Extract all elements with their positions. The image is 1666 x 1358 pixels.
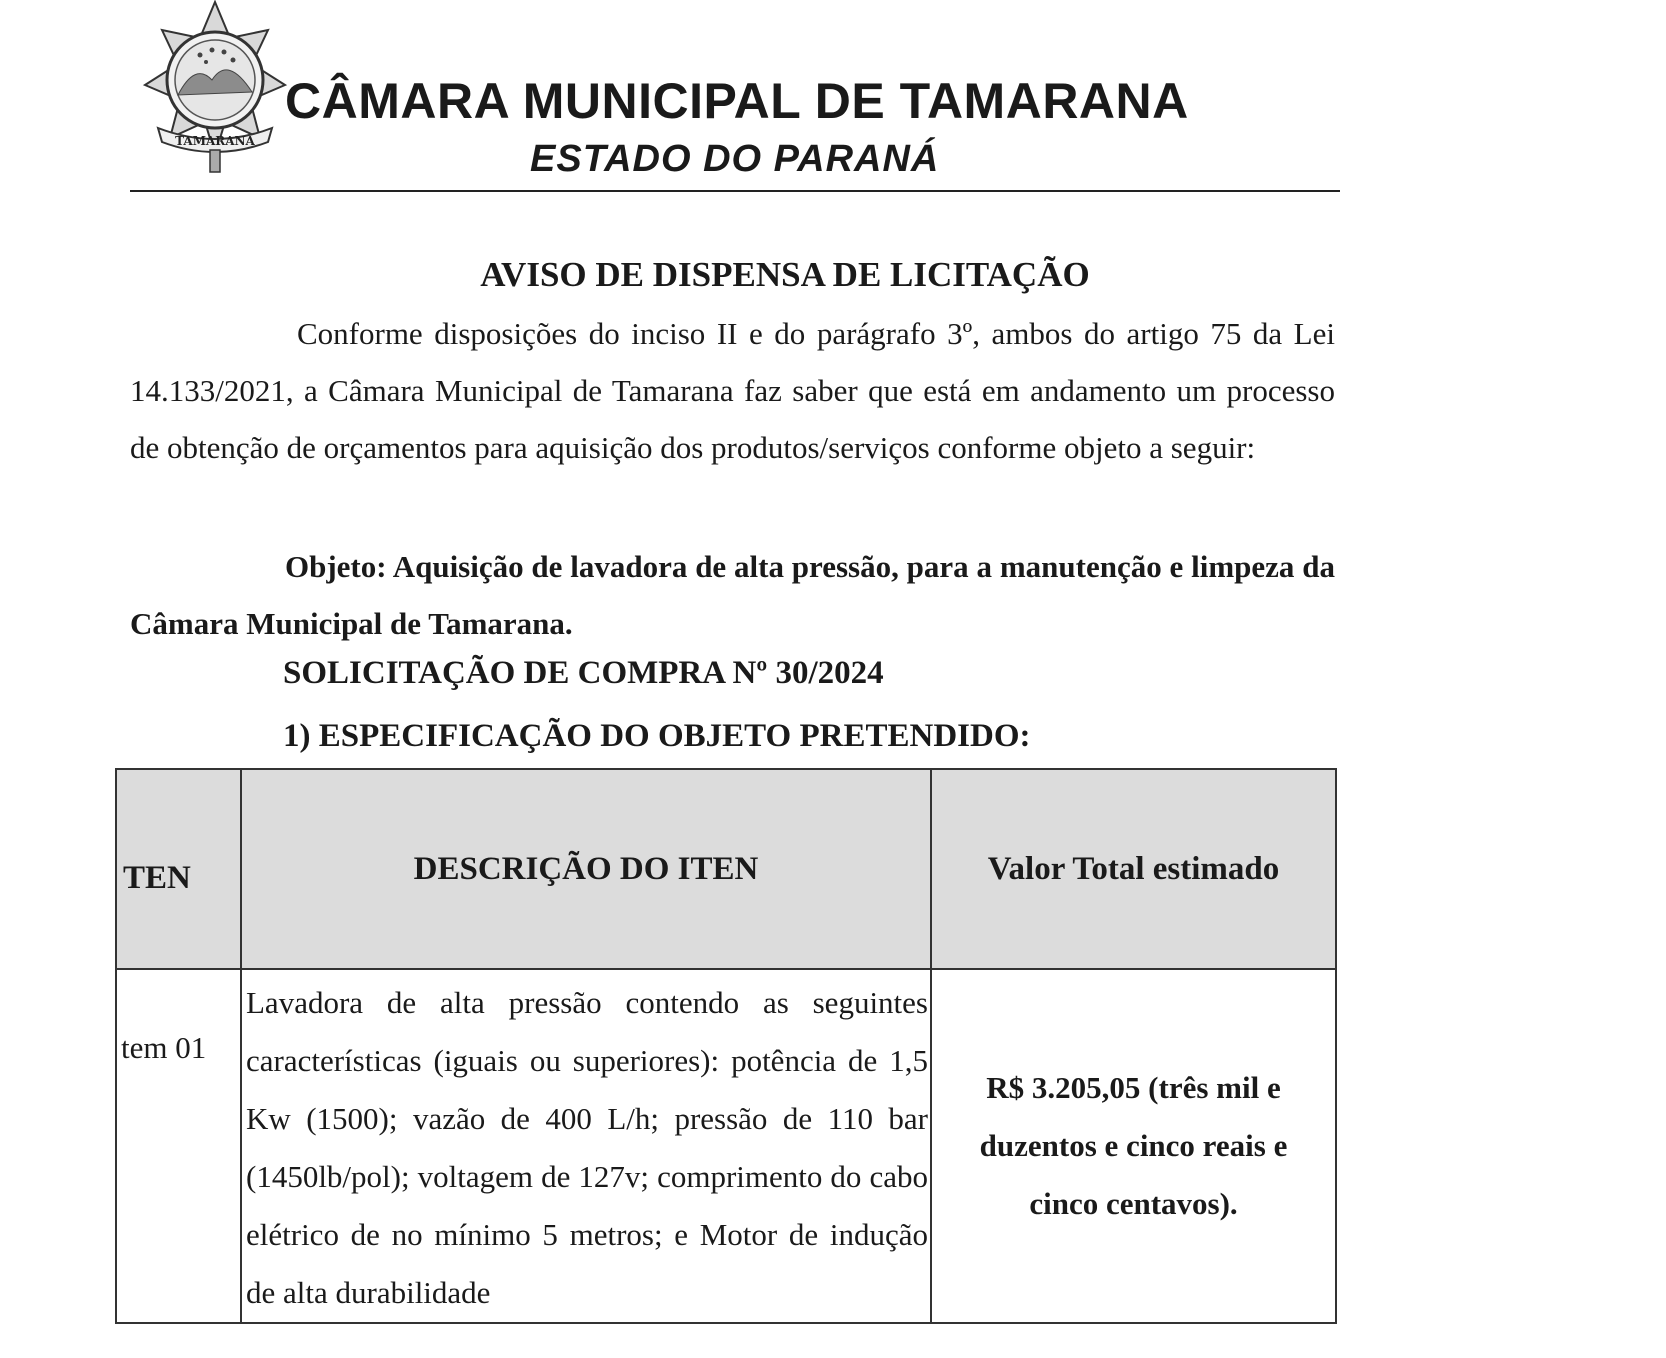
cell-descricao: Lavadora de alta pressão contendo as seguintes características (iguais ou superiores): potência de 1,5 Kw (1500); vazão de 400 L/h; pressão de 110 bar (1450lb/pol); voltagem de 127v; comprimento do cabo elétrico de no mínimo 5 metros; e Motor de indução de alta durabilidade	[241, 969, 931, 1323]
intro-paragraph: Conforme disposições do inciso II e do parágrafo 3º, ambos do artigo 75 da Lei 14.133/2021, a Câmara Municipal de Tamarana faz saber que está em andamento um processo de obtenção de orçamentos para aquisição dos produtos/serviços conforme objeto a seguir:	[130, 316, 1335, 465]
cell-valor: R$ 3.205,05 (três mil e duzentos e cinco reais e cinco centavos).	[931, 969, 1336, 1323]
municipal-seal-icon	[140, 0, 290, 175]
especificacao-heading: 1) ESPECIFICAÇÃO DO OBJETO PRETENDIDO:	[283, 718, 1031, 754]
objeto-paragraph: Objeto: Aquisição de lavadora de alta pressão, para a manutenção e limpeza da Câmara Municipal de Tamarana.	[130, 549, 1335, 641]
header-divider	[130, 190, 1340, 192]
column-header-valor: Valor Total estimado	[931, 769, 1336, 969]
table-row	[116, 969, 1336, 1323]
document-title: AVISO DE DISPENSA DE LICITAÇÃO	[480, 255, 1090, 294]
header-title: CÂMARA MUNICIPAL DE TAMARANA	[285, 73, 1189, 129]
solicitacao-heading: SOLICITAÇÃO DE COMPRA Nº 30/2024	[283, 655, 884, 691]
table-header-row	[116, 769, 1336, 969]
column-header-descricao: DESCRIÇÃO DO ITEN	[241, 769, 931, 969]
column-header-item: TEN	[116, 769, 241, 969]
svg-text:TAMARANA: TAMARANA	[175, 134, 255, 148]
specification-table	[115, 768, 1337, 1324]
cell-item: tem 01	[116, 969, 241, 1323]
header-subtitle: ESTADO DO PARANÁ	[530, 138, 940, 180]
